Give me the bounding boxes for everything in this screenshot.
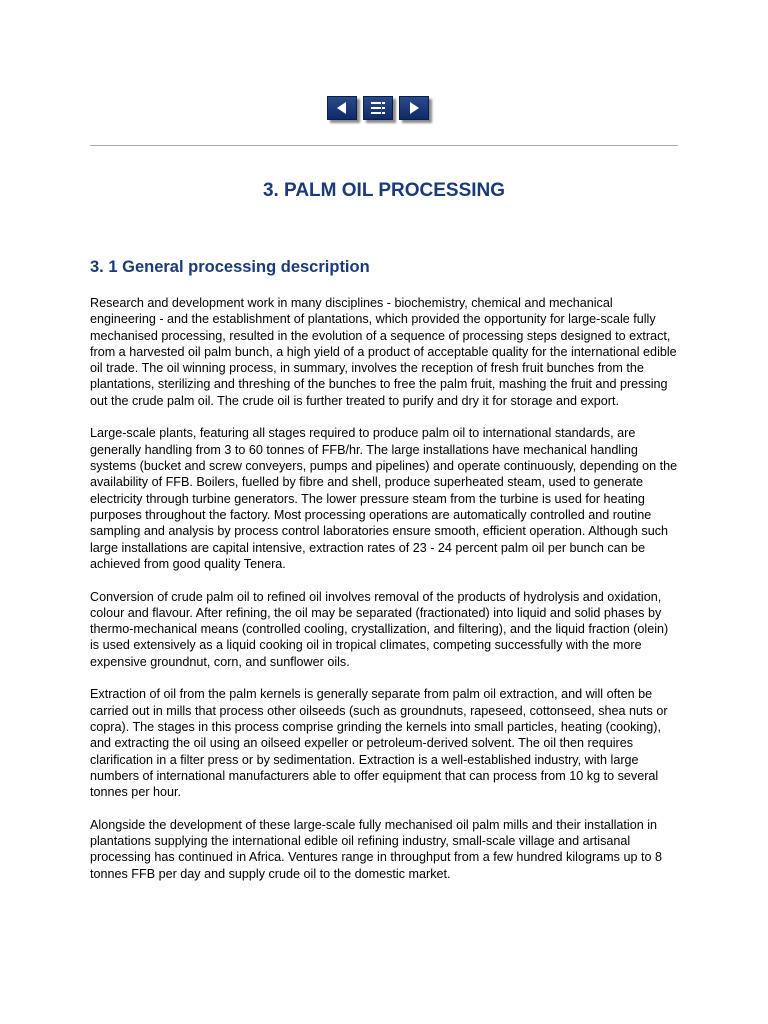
chapter-title: 3. PALM OIL PROCESSING (262, 180, 506, 201)
paragraph: Large-scale plants, featuring all stages required to produce palm oil to international standards, are generally handling from 3 to 60 tonnes of FFB/hr. The large installations have mechanical handling systems (bucket and screw conveyers, pumps and pipelines) and operate continuously, depending on the availability of FFB. Boilers, fuelled by fibre and shell, produce superheated steam, used to generate electricity through turbine generators. The lower pressure steam from the turbine is used for heating purposes throughout the factory. Most processing operations are automatically controlled and routine sampling and analysis by process control laboratories ensure smooth, efficient operation. Although such large installations are capital intensive, extraction rates of 23 - 24 percent palm oil per bunch can be achieved from good quality Tenera. (90, 426, 678, 571)
section-heading: 3. 1 General processing description (90, 258, 370, 276)
paragraph: Extraction of oil from the palm kernels is generally separate from palm oil extraction, and will often be carried out in mills that process other oilseeds (such as groundnuts, rapeseed, cottonseed, shea nuts or copra). The stages in this process comprise grinding the kernels into small particles, heating (cooking), and extracting the oil using an oilseed expeller or petroleum-derived solvent. The oil then requires clarification in a filter press or by sedimentation. Extraction is a well-established industry, with large numbers of international manufacturers able to offer equipment that can process from 10 kg to several tonnes per hour. (90, 687, 668, 800)
arrow-right-icon (407, 101, 421, 115)
paragraph: Research and development work in many disciplines - biochemistry, chemical and mechanical engineering - and the establishment of plantations, which provided the opportunity for large-scale fully mechanised processing, resulted in the evolution of a sequence of processing steps designed to extract, from a harvested oil palm bunch, a high yield of a product of acceptable quality for the international edible oil trade. The oil winning process, in summary, involves the reception of fresh fruit bunches from the plantations, sterilizing and threshing of the bunches to free the palm fruit, mashing the fruit and pressing out the crude palm oil. The crude oil is further treated to purify and dry it for storage and export. (90, 296, 677, 408)
paragraph: Conversion of crude palm oil to refined oil involves removal of the products of hydrolysis and oxidation, colour and flavour. After refining, the oil may be separated (fractionated) into liquid and solid phases by thermo-mechanical means (controlled cooling, crystallization, and filtering), and the liquid fraction (olein) is used extensively as a liquid cooking oil in tropical climates, competing successfully with the more expensive groundnut, corn, and sunflower oils. (90, 589, 669, 669)
table-of-contents-button[interactable] (363, 96, 393, 120)
next-page-button[interactable] (399, 96, 429, 120)
navigation-bar (327, 96, 429, 120)
previous-page-button[interactable] (327, 96, 357, 120)
arrow-left-icon (335, 101, 349, 115)
horizontal-divider (90, 145, 678, 146)
body-text (90, 295, 680, 898)
list-icon (370, 101, 386, 115)
paragraph: Alongside the development of these large-scale fully mechanised oil palm mills and their installation in plantations supplying the international edible oil refining industry, small-scale village and artisanal processing has continued in Africa. Ventures range in throughput from a few hundred kilograms up to 8 tonnes FFB per day and supply crude oil to the domestic market. (90, 817, 662, 881)
